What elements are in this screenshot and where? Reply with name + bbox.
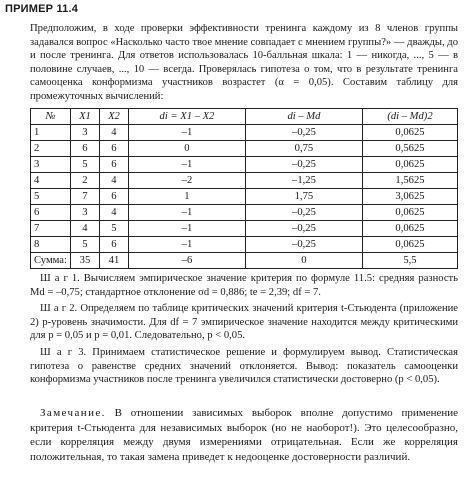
- table-total-row: [31, 253, 458, 269]
- table-cell: 0,0625: [362, 205, 457, 221]
- table-cell: 3: [70, 125, 99, 141]
- table-cell: 2: [70, 173, 99, 189]
- table-row: [31, 141, 458, 157]
- table-cell: 4: [99, 125, 128, 141]
- table-cell: 0,0625: [362, 125, 457, 141]
- steps-section: [30, 272, 458, 390]
- table-cell: –1: [128, 205, 245, 221]
- table-cell: 0,0625: [362, 157, 457, 173]
- table-cell: 6: [99, 189, 128, 205]
- table-total-cell: 41: [99, 253, 128, 269]
- table-cell: 6: [99, 157, 128, 173]
- table-cell: 6: [70, 141, 99, 157]
- col-header-di: di = X1 – X2: [128, 109, 245, 125]
- table-cell: 0,5625: [362, 141, 457, 157]
- table-cell: –1: [128, 157, 245, 173]
- table-cell: –1: [128, 237, 245, 253]
- table-cell: 1,5625: [362, 173, 457, 189]
- table-cell: –0,25: [245, 205, 362, 221]
- table-cell: 0: [128, 141, 245, 157]
- col-header-x2: X2: [99, 109, 128, 125]
- table-cell: 1,75: [245, 189, 362, 205]
- table-row: [31, 173, 458, 189]
- table-cell: 1: [31, 125, 71, 141]
- intro-text: Предположим, в ходе проверки эффективности тренинга каждому из 8 членов группы задавался вопрос «Насколько часто твое мнение совпадает с мнением группы?» — дважды, до и после тренинга. Для ответов использовалась 10-балльная шкала: 1 — никогда, ..., 5 — в половине случаев, ..., 10 — всегда. Проверялась гипотеза о том, что в результате тренинга самооценка конформизма участников возрастет (α = 0,05). Составим таблицу для промежуточных вычислений:: [30, 23, 458, 102]
- table-cell: 3: [70, 205, 99, 221]
- table-total-cell: –6: [128, 253, 245, 269]
- table-cell: 8: [31, 237, 71, 253]
- table-cell: –0,25: [245, 237, 362, 253]
- table-cell: 4: [99, 173, 128, 189]
- remark-section: [30, 406, 458, 464]
- table-cell: 2: [31, 141, 71, 157]
- table-cell: 6: [99, 237, 128, 253]
- table-cell: 5: [99, 221, 128, 237]
- table-cell: –1,25: [245, 173, 362, 189]
- table-cell: 5: [70, 157, 99, 173]
- table-cell: 0,0625: [362, 237, 457, 253]
- table-cell: –0,25: [245, 221, 362, 237]
- table-cell: 4: [99, 205, 128, 221]
- table-cell: 5: [31, 189, 71, 205]
- table-cell: 0,75: [245, 141, 362, 157]
- calculation-table: [30, 108, 458, 269]
- table-row: [31, 221, 458, 237]
- table-cell: 4: [70, 221, 99, 237]
- table-cell: –1: [128, 125, 245, 141]
- table-cell: 6: [99, 141, 128, 157]
- col-header-di-md-sq: (di – Md)2: [362, 109, 457, 125]
- table-cell: 3: [31, 157, 71, 173]
- table-total-cell: 0: [245, 253, 362, 269]
- remark-text: В отношении зависимых выборок вполне допустимо применение критерия t-Стьюдента для независимых выборок (но не наоборот!). Это целесообразно, если корреляция между двумя измерениями отрицательная. Если же корреляция положительная, то такая замена приведет к недооценке достоверности различий.: [30, 407, 458, 463]
- table-row: [31, 205, 458, 221]
- remark-paragraph: [30, 406, 458, 464]
- table-cell: 3,0625: [362, 189, 457, 205]
- table-row: [31, 189, 458, 205]
- intro-paragraph: [30, 22, 458, 104]
- table-row: [31, 157, 458, 173]
- table-cell: 1: [128, 189, 245, 205]
- table-cell: 4: [31, 173, 71, 189]
- table-row: [31, 237, 458, 253]
- col-header-number: №: [31, 109, 71, 125]
- table-total-cell: 35: [70, 253, 99, 269]
- table-cell: 5: [70, 237, 99, 253]
- table-cell: 6: [31, 205, 71, 221]
- table-cell: –1: [128, 221, 245, 237]
- remark-lead: Замечание.: [40, 407, 106, 419]
- table-cell: –0,25: [245, 157, 362, 173]
- table-cell: –0,25: [245, 125, 362, 141]
- table-cell: 0,0625: [362, 221, 457, 237]
- step-3: Ш а г 3. Принимаем статистическое решение и формулируем вывод. Статистическая гипотеза о равенстве средних значений отклоняется. Вывод: показатель самооценки конформизма участников после тренинга увеличился статистически достоверно (p < 0,05).: [30, 346, 458, 386]
- table-body: [31, 125, 458, 269]
- step-2: Ш а г 2. Определяем по таблице критических значений критерия t-Стьюдента (приложение 2) p-уровень значимости. Для df = 7 эмпирическое значение находится между критическими для p = 0,05 и p = 0,01. Следовательно, p < 0,05.: [30, 303, 458, 342]
- table-cell: 7: [70, 189, 99, 205]
- col-header-x1: X1: [70, 109, 99, 125]
- step-1: Ш а г 1. Вычисляем эмпирическое значение критерия по формуле 11.5: средняя разность Md = –0,75; стандартное отклонение σd = 0,886; te = 2,39; df = 7.: [30, 273, 458, 298]
- table-total-cell: 5,5: [362, 253, 457, 269]
- table-cell: –2: [128, 173, 245, 189]
- table-header-row: [31, 109, 458, 125]
- example-heading: ПРИМЕР 11.4: [5, 3, 79, 15]
- col-header-di-md: di – Md: [245, 109, 362, 125]
- table-total-cell: Сумма:: [31, 253, 71, 269]
- table-row: [31, 125, 458, 141]
- table-cell: 7: [31, 221, 71, 237]
